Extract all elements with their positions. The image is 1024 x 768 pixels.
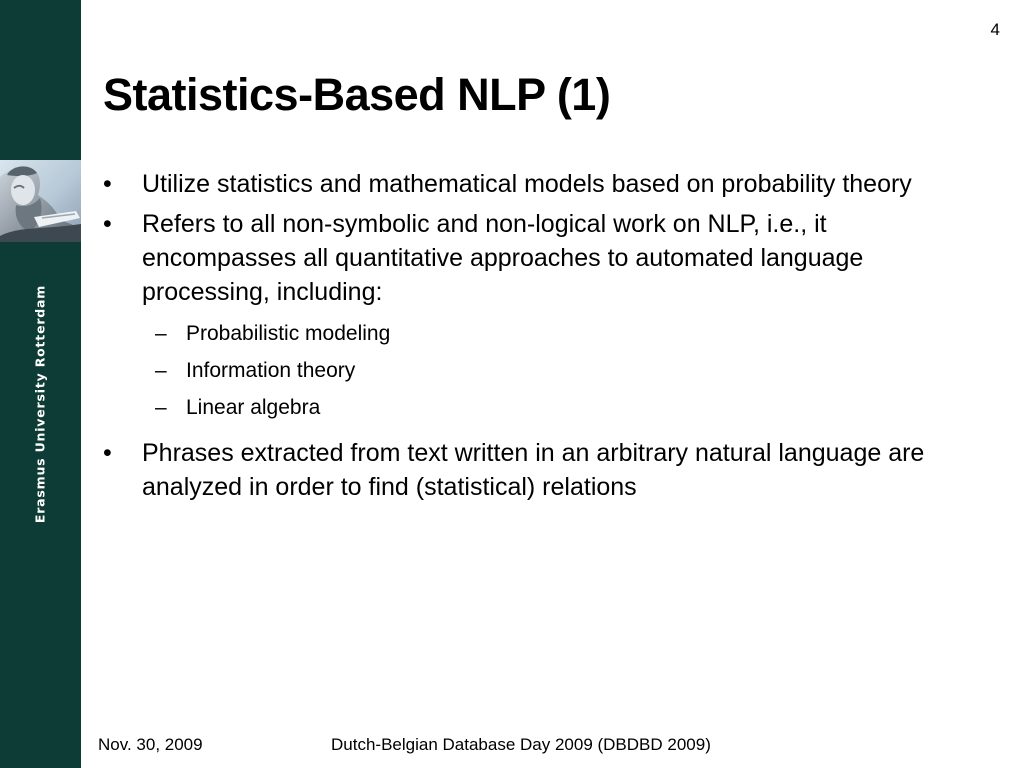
footer-event: Dutch-Belgian Database Day 2009 (DBDBD 2009) xyxy=(331,735,711,754)
slide-title: Statistics-Based NLP (1) xyxy=(103,69,611,120)
sub-bullet-text: Probabilistic modeling xyxy=(186,322,391,345)
sub-bullet-item xyxy=(103,352,983,389)
bullet-text: Refers to all non-symbolic and non-logical work on NLP, i.e., it encompasses all quantitative approaches to automated language processing, including: xyxy=(142,210,864,306)
bullet-text: Utilize statistics and mathematical models based on probability theory xyxy=(142,170,912,198)
sub-bullet-item xyxy=(103,315,983,352)
bullet-item xyxy=(103,207,983,309)
bullet-marker: • xyxy=(103,210,112,238)
sub-bullet-list xyxy=(103,315,983,426)
footer-date: Nov. 30, 2009 xyxy=(98,735,203,754)
bullet-marker: • xyxy=(103,170,112,198)
sub-bullet-marker: – xyxy=(155,322,167,345)
erasmus-portrait-image xyxy=(0,160,81,242)
sub-bullet-marker: – xyxy=(155,359,167,382)
sub-bullet-marker: – xyxy=(155,396,167,419)
bullet-text: Phrases extracted from text written in an arbitrary natural language are analyzed in order to find (statistical) relations xyxy=(142,439,925,501)
university-name-vertical: Erasmus University Rotterdam xyxy=(32,284,48,524)
bullet-list xyxy=(103,167,983,510)
sub-bullet-text: Linear algebra xyxy=(186,396,321,419)
slide-number: 4 xyxy=(990,20,1000,39)
bullet-item xyxy=(103,436,983,504)
university-sidebar xyxy=(0,0,81,768)
bullet-marker: • xyxy=(103,439,112,467)
sub-bullet-text: Information theory xyxy=(186,359,356,382)
sub-bullet-item xyxy=(103,389,983,426)
bullet-item xyxy=(103,167,983,201)
